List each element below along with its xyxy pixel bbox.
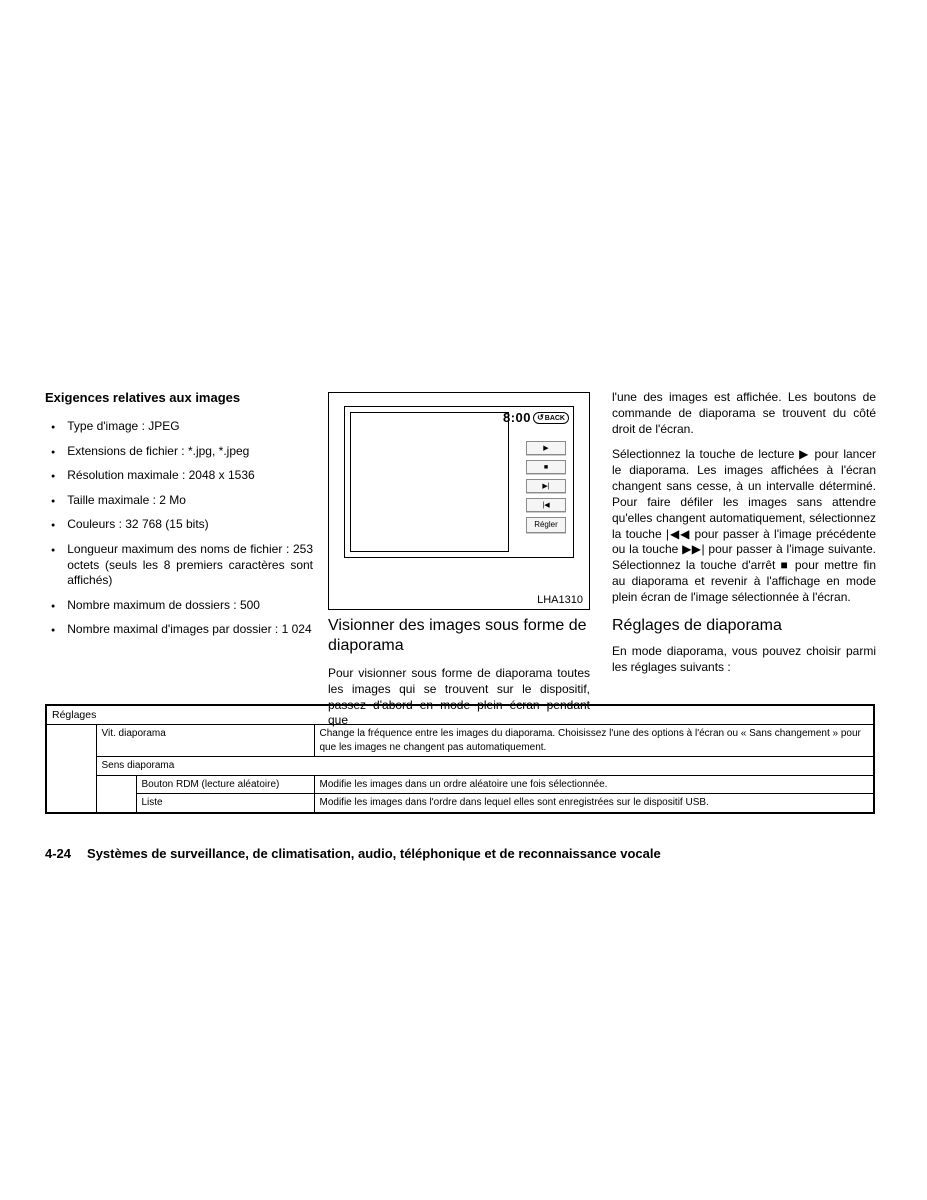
- list-item: [45, 598, 313, 614]
- slideshow-controls: [526, 441, 566, 538]
- list-item: [45, 517, 313, 533]
- stop-button: [526, 460, 566, 474]
- device-screen: [344, 406, 574, 558]
- bullet-text: ● Couleurs : 32 768 (15 bits): [67, 517, 209, 532]
- setting-desc-cell: Modifie les images dans l'ordre dans lequel elles sont enregistrées sur le dispositif USB.: [314, 794, 874, 813]
- slideshow-settings-table: [45, 704, 875, 814]
- table-row: [46, 705, 874, 725]
- back-arrow-icon: ↺: [537, 413, 544, 422]
- body-paragraph: En mode diaporama, vous pouvez choisir parmi les réglages suivants :: [612, 643, 876, 674]
- subsection-heading: Réglages de diaporama: [612, 616, 782, 634]
- bullet-text: ● Type d'image : JPEG: [67, 419, 180, 433]
- list-item: [45, 444, 313, 460]
- back-label: BACK: [544, 414, 565, 422]
- body-paragraph: l'une des images est affichée. Les boutons de commande de diaporama se trouvent du côté droit de l'écran.: [612, 390, 876, 436]
- indent-cell: [96, 775, 136, 813]
- figure-lha1310: [328, 392, 590, 610]
- table-row: [46, 775, 874, 794]
- skip-previous-icon: |◀: [542, 501, 550, 509]
- table-row: [46, 725, 874, 757]
- footer-title: Systèmes de surveillance, de climatisation, audio, téléphonique et de reconnaissance vocale: [87, 846, 661, 861]
- setting-label-cell: Vit. diaporama: [96, 725, 314, 757]
- photo-display-area: [350, 412, 509, 552]
- play-icon: ▶: [543, 444, 549, 452]
- list-item: [45, 493, 313, 509]
- indent-cell: [46, 725, 96, 813]
- bullet-text: ● Nombre maximal d'images par dossier : 1 024: [67, 622, 312, 637]
- body-paragraph: Pour visionner sous forme de diaporama toutes les images qui se trouvent sur le dispositif, passez d'abord en mode plein écran pendant que: [328, 666, 590, 728]
- setting-label-cell: Liste: [136, 794, 314, 813]
- play-button: [526, 441, 566, 455]
- stop-icon: ■: [543, 463, 549, 471]
- table-row: [46, 794, 874, 813]
- page-footer: [45, 846, 661, 861]
- body-paragraph: Sélectionnez la touche de lecture ▶ pour lancer le diaporama. Les images affichées à l'écran changent sans cesse, à un intervalle déterminé. Pour faire défiler les images sans attendre qu'elles changent automatiquement, sélectionnez la touche |◀◀ pour passer à l'image précédente ou la touche ▶▶| pour passer à l'image suivante. Sélectionnez la touche d'arrêt ■ pour mettre fin au diaporama et revenir à l'affichage en mode plein écran de l'image sélectionnée à l'écran.: [612, 447, 876, 604]
- subsection-heading: Visionner des images sous forme de diaporama: [328, 617, 587, 654]
- setting-desc-cell: Modifie les images dans un ordre aléatoire une fois sélectionnée.: [314, 775, 874, 794]
- table-row: [46, 757, 874, 776]
- previous-button: [526, 498, 566, 512]
- image-requirements-section: [45, 390, 313, 647]
- slideshow-controls-section: [612, 390, 876, 685]
- next-button: [526, 479, 566, 493]
- page-number: 4-24: [45, 846, 72, 861]
- bullet-text: ● Nombre maximum de dossiers : 500: [67, 597, 260, 612]
- bullet-text: ● Résolution maximale : 2048 x 1536: [67, 468, 255, 483]
- setting-label-cell: Sens diaporama: [96, 757, 874, 776]
- section-heading: Exigences relatives aux images: [45, 390, 241, 405]
- setting-desc-cell: Change la fréquence entre les images du diaporama. Choisissez l'une des options à l'écran ou « Sans changement » pour que les images ne changent pas automatiquement.: [314, 725, 874, 757]
- list-item: [45, 542, 313, 589]
- bullet-text: ● Longueur maximum des noms de fichier : 253 octets (seuls les 8 premiers caractères sont affichés): [67, 541, 313, 588]
- bullet-text: ● Taille maximale : 2 Mo: [67, 492, 186, 507]
- slideshow-section: [328, 392, 590, 739]
- setting-label-cell: Bouton RDM (lecture aléatoire): [136, 775, 314, 794]
- list-item: [45, 419, 313, 435]
- table-header-cell: Réglages: [46, 705, 874, 725]
- bullet-text: ● Extensions de fichier : *.jpg, *.jpeg: [67, 443, 250, 458]
- regler-button: Régler: [526, 517, 566, 533]
- skip-next-icon: ▶|: [542, 482, 550, 490]
- figure-code: LHA1310: [537, 594, 583, 606]
- back-button: [533, 412, 569, 424]
- list-item: [45, 468, 313, 484]
- list-item: [45, 622, 313, 638]
- clock-text: 8:00: [502, 410, 531, 425]
